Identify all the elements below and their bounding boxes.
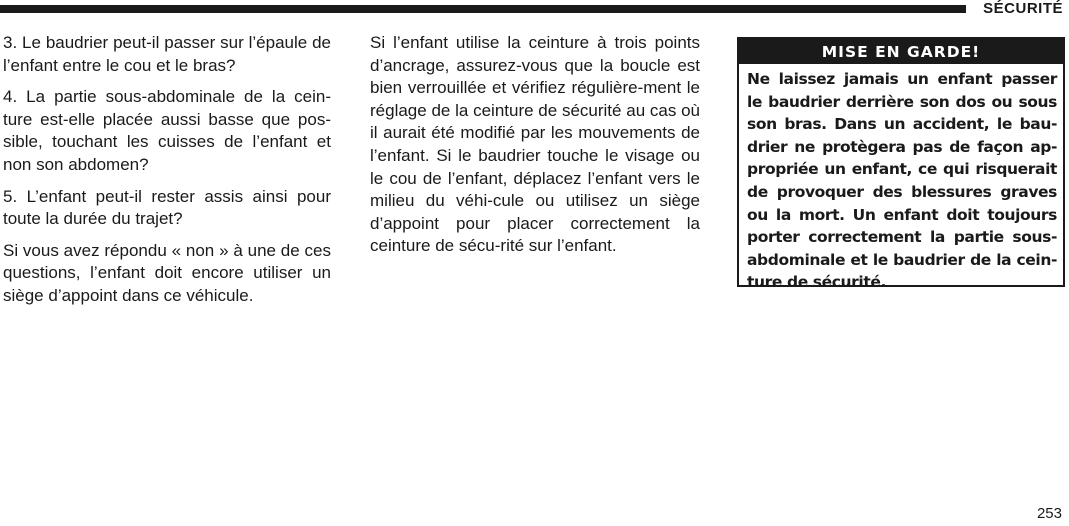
conclusion-paragraph: Si vous avez répondu « non » à une de ces questions, l’enfant doit encore utiliser un siège d’appoint dans ce véhicule. — [3, 240, 331, 305]
warning-box — [737, 37, 1065, 292]
question-3: 3. Le baudrier peut-il passer sur l’épaule de l’enfant entre le cou et le bras? — [3, 33, 331, 75]
text-column-left — [3, 32, 331, 317]
warning-title: MISE EN GARDE! — [739, 39, 1063, 64]
header-rule — [0, 5, 966, 13]
page-number: 253 — [1036, 505, 1062, 522]
section-title: SÉCURITÉ — [983, 0, 1063, 17]
three-point-belt-paragraph: Si l’enfant utilise la ceinture à trois points d’ancrage, assurez-vous que la boucle est bien verrouillée et vérifiez régulière-ment le réglage de la ceinture de sécurité au cas où il aurait été modifié par les mouvements de l’enfant. Si le baudrier touche le visage ou le cou de l’enfant, déplacez l’enfant vers le milieu du véhi-cule ou utilisez un siège d’appoint pour placer correctement la ceinture de sécu-rité sur l’enfant. — [370, 33, 700, 256]
warning-text: Ne laissez jamais un enfant passer le baudrier derrière son dos ou sous son bras. Dans un accident, le bau-drier ne protègera pas de façon ap-propriée un enfant, ce qui risquerait de provoquer des blessures graves ou la mort. Un enfant doit toujours porter correctement la partie sous-abdominale et le baudrier de la cein-ture de sécurité. — [747, 70, 1057, 292]
text-column-middle — [370, 32, 700, 267]
question-5: 5. L’enfant peut-il rester assis ainsi pour toute la durée du trajet? — [3, 186, 331, 229]
question-4: 4. La partie sous-abdominale de la cein-ture est-elle placée aussi basse que pos-sible, touchant les cuisses de l’enfant et non son abdomen? — [3, 87, 331, 174]
